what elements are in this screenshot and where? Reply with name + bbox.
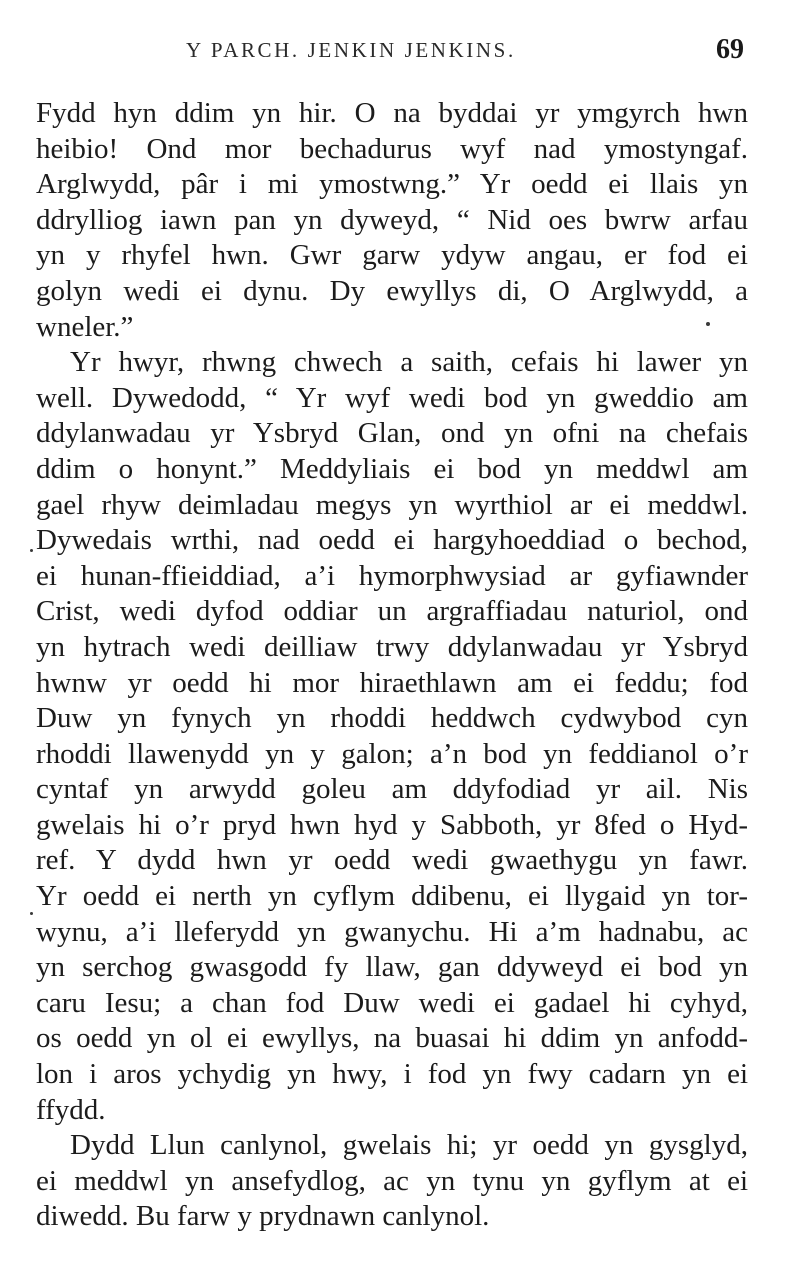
text-line: cyntaf yn arwydd goleu am ddyfodiad yr ail. Nis: [36, 773, 748, 806]
text-line: hwnw yr oedd hi mor hiraethlawn am ei feddu; fod: [36, 666, 748, 699]
page-number: 69: [716, 34, 744, 65]
paragraph-1: [36, 96, 748, 345]
text-line: ddylanwadau yr Ysbryd Glan, ond yn ofni na chefais: [36, 417, 748, 450]
text-line: ddim o honynt.” Meddyliais ei bod yn meddwl am: [36, 452, 748, 485]
body-text: [36, 96, 748, 1235]
text-line: Dywedais wrthi, nad oedd ei hargyhoeddiad o bechod,: [36, 524, 748, 557]
text-line: diwedd. Bu farw y prydnawn canlynol.: [36, 1200, 490, 1233]
text-line: ei meddwl yn ansefydlog, ac yn tynu yn gyflym at ei: [36, 1164, 748, 1197]
text-line: golyn wedi ei dynu. Dy ewyllys di, O Arglwydd, a: [36, 274, 748, 307]
text-line: gael rhyw deimladau megys yn wyrthiol ar ei meddwl.: [36, 488, 748, 521]
paragraph-3: [36, 1128, 748, 1235]
text-line: os oedd yn ol ei ewyllys, na buasai hi ddim yn anfodd-: [36, 1022, 748, 1055]
text-line: rhoddi llawenydd yn y galon; a’n bod yn feddianol o’r: [36, 737, 748, 770]
text-line: Dydd Llun canlynol, gwelais hi; yr oedd yn gysglyd,: [70, 1129, 748, 1162]
print-speck: [30, 549, 33, 552]
text-line: yn y rhyfel hwn. Gwr garw ydyw angau, er fod ei: [36, 239, 748, 272]
text-line: well. Dywedodd, “ Yr wyf wedi bod yn gweddio am: [36, 381, 748, 414]
running-head: [36, 26, 748, 76]
text-line: Fydd hyn ddim yn hir. O na byddai yr ymgyrch hwn: [36, 97, 748, 129]
text-line: ref. Y dydd hwn yr oedd wedi gwaethygu yn fawr.: [36, 844, 748, 877]
text-line: ddrylliog iawn pan yn dyweyd, “ Nid oes bwrw arfau: [36, 203, 748, 236]
text-line: heibio! Ond mor bechadurus wyf nad ymostyngaf.: [36, 132, 748, 165]
text-line: Arglwydd, pâr i mi ymostwng.” Yr oedd ei llais yn: [36, 168, 748, 201]
print-speck: [30, 912, 33, 915]
paragraph-2: [36, 345, 748, 1128]
text-line: Duw yn fynych yn rhoddi heddwch cydwybod cyn: [36, 702, 748, 735]
text-line: Yr hwyr, rhwng chwech a saith, cefais hi lawer yn: [70, 346, 748, 379]
running-title: Y PARCH. JENKIN JENKINS.: [186, 38, 516, 62]
text-line: Crist, wedi dyfod oddiar un argraffiadau naturiol, ond: [36, 595, 748, 628]
text-line: caru Iesu; a chan fod Duw wedi ei gadael hi cyhyd,: [36, 986, 748, 1019]
print-speck: [706, 322, 710, 326]
text-line: lon i aros ychydig yn hwy, i fod yn fwy cadarn yn ei: [36, 1058, 748, 1091]
text-line: gwelais hi o’r pryd hwn hyd y Sabboth, yr 8fed o Hyd-: [36, 808, 748, 841]
text-line: wynu, a’i lleferydd yn gwanychu. Hi a’m hadnabu, ac: [36, 915, 748, 948]
text-line: Yr oedd ei nerth yn cyflym ddibenu, ei llygaid yn tor-: [36, 880, 748, 913]
text-line: wneler.”: [36, 310, 134, 343]
text-line: ei hunan-ffieiddiad, a’i hymorphwysiad ar gyfiawnder: [36, 559, 748, 592]
text-line: ffydd.: [36, 1093, 106, 1126]
text-line: yn serchog gwasgodd fy llaw, gan ddyweyd ei bod yn: [36, 951, 748, 984]
text-line: yn hytrach wedi deilliaw trwy ddylanwadau yr Ysbryd: [36, 630, 748, 663]
